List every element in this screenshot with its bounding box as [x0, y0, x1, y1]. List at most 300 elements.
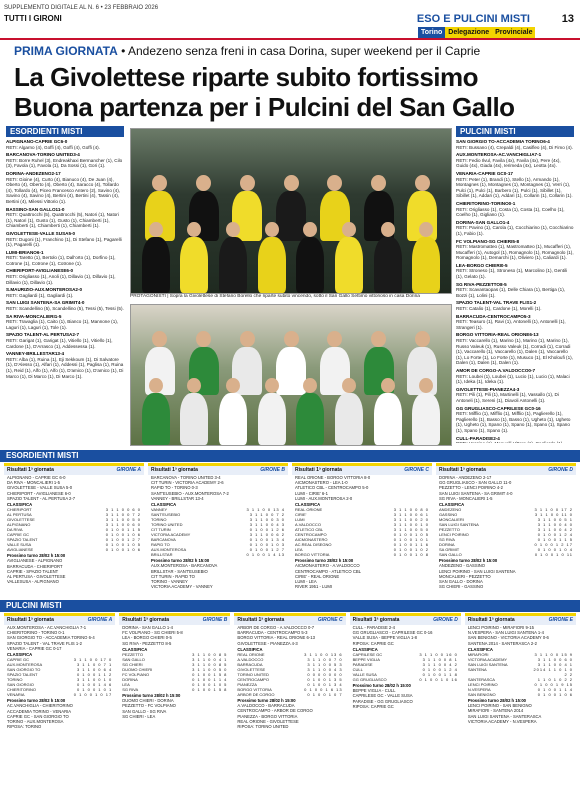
eso-result-row: DA RIVA - MONCALIERI 1-5	[7, 480, 60, 486]
player-figure	[276, 347, 306, 395]
eso-team-stats: 3 1 1 0 0 11 0	[534, 512, 573, 518]
eso-group-body	[436, 475, 576, 589]
eso-standings-row	[295, 552, 429, 557]
eso-next-row: SAN GALLO - DORINA	[439, 579, 483, 585]
left-match-name: DORINA-ANDEZENO	[6, 170, 52, 176]
eso-team-name: VICTORIA ACADEMY	[151, 532, 191, 538]
eso-result-row: DORINA - ANDEZENO 2-17	[439, 475, 492, 480]
pulc-team-stats: 0 1 0 0 1 5 8	[192, 672, 228, 678]
eso-team-name: LENCI POIRINO	[439, 532, 469, 538]
right-match-name: GG GRUGLIASCO-CAPRILESE GC	[456, 405, 532, 411]
left-match-name: SAN LUIGI SANTENA-SA GRIMIT	[6, 300, 78, 306]
eso-next-row: CIT TURIN - RAPID TO	[151, 573, 195, 579]
player-head	[371, 175, 386, 192]
eso-group-box	[292, 463, 432, 597]
player-head	[284, 331, 299, 348]
eso-team-stats: 0 1 0 0 1 0 2	[393, 547, 429, 553]
eso-team-stats: 3 1 1 0 0 5 0	[105, 517, 141, 523]
right-match-scorers: RETI: Fedio Ilvul, Favila (4x), Favila (4x), Pere (4x), Guido (4x), Giada (4x), Ierimeda (4x), Leotta (4x).	[456, 157, 561, 169]
pulc-team-name: AUX.MONTEROSA	[7, 662, 43, 668]
player-head	[226, 378, 240, 393]
eso-next-row: BRILLSTAR - SANT'EUSEBIO	[151, 568, 208, 574]
right-match-scorers: RETI: Teasuro (1), Ravi (1), Antonelli (1), Antonelli (1), Strangeri (1).	[456, 319, 566, 330]
eso-team-stats: 3 1 1 0 0 6 2	[249, 532, 285, 538]
tab-torino[interactable]: Torino	[418, 27, 445, 38]
pulc-group-name: GIRONE C	[317, 617, 343, 623]
kicker-tail: • Andezeno senza freni in casa Dorina, super weekend per il Caprie	[121, 44, 481, 58]
pulc-team-name: GIVOLETTESE	[237, 667, 266, 673]
player-figure	[412, 237, 440, 293]
right-match-scorers: RETI: Scavantaopas (1), Delle Chiara (1), Bertiga (1), Bozzi (1), Lolini (1).	[456, 287, 566, 298]
pulc-team-name: SANTENA	[467, 667, 487, 673]
pulc-results-head: Risultati 1ª giornata	[122, 617, 170, 623]
pulc-next-head: Prossimo turno 28/02 h 15:00	[352, 683, 411, 689]
right-match-score: 1-2	[529, 300, 537, 306]
right-match-name: BARRACUDA-CENTROCAMPO	[456, 313, 524, 319]
eso-group-body	[4, 475, 144, 584]
pulc-team-stats: 0 1 0 0 1 9 15	[534, 682, 574, 688]
right-results-column	[456, 126, 574, 446]
player-head	[303, 222, 317, 237]
photo-caption: PROTAGONISTI | Sopra la Givolettese di Stefano Borello che riparte subito vincendo, sotto il San Gallo Settimo vittorioso in casa Dorina	[130, 294, 420, 299]
eso-results-head: Risultati 1ª giornata	[7, 467, 54, 473]
eso-team-name: REAL ORIONE	[295, 507, 323, 513]
pulc-result-row: SG RIVA - PEZZETTO 8-5	[122, 640, 172, 646]
left-match-score: 4-0	[77, 300, 85, 306]
pulc-next-row: MIRAFIORI - SANTENA 2014	[467, 708, 524, 714]
eso-team-stats: 3 1 1 0 0 7 2	[249, 512, 285, 518]
pulc-result-row: ARBOR DE CORGO - A.VALDOCCO 0-7	[237, 625, 315, 630]
pulc-team-name: LEA	[122, 682, 130, 688]
pulc-team-name: VICTORIA ACADEMY	[467, 657, 508, 663]
eso-team-name: CENTROCAMPO	[295, 532, 327, 538]
left-match-scorers: RETI: Travaglia (1), Caito (1), Bianco (1), Mannone (1), Laguri (1), Laguri (1), Tole (1).	[6, 319, 119, 330]
pulc-standings-row	[7, 692, 112, 697]
player-figure	[219, 237, 247, 293]
pulc-team-stats: 0 1 0 0 1 0 7	[307, 692, 343, 698]
right-match-name: AMOR DE CORGO-A.VALDOCCO	[456, 367, 529, 373]
pulc-team-stats: 3 1 1 0 0 6 0	[537, 657, 574, 663]
eso-group-name: GIRONE B	[260, 467, 285, 473]
pulc-next-head: Prossimo turno 28/02 h 15:00	[467, 698, 526, 704]
right-match-score: 0-7	[528, 367, 536, 373]
eso-group-header	[292, 466, 432, 475]
player-head	[149, 222, 163, 237]
pulc-result-row: AUX.MONTEROSA - AC.VANCHIGLIA 7-1	[7, 625, 87, 630]
tab-provinciale[interactable]: Provinciale	[492, 27, 535, 38]
eso-result-row: RAPID TO - TORINO 0-3	[151, 485, 198, 491]
left-match-name: S.MAURIZIO-AUX.MONTEROSA	[6, 287, 76, 293]
eso-team-name: CHIERIPORT	[7, 507, 32, 513]
left-match-score: 11-0	[55, 206, 65, 212]
pulc-team-name: SG CHIERI	[122, 662, 143, 668]
eso-team-stats: 0 1 0 0 1 0 6	[105, 532, 141, 538]
pulc-team-name: SG RIVA	[122, 687, 139, 693]
eso-team-stats: 0 1 0 0 1 1 5	[537, 537, 573, 543]
eso-team-name: AICMONASTERO	[295, 537, 328, 543]
eso-next-row: RIVER 1951 - LUMI	[295, 584, 333, 590]
eso-next-row: ANDEZENO - GASSINO	[439, 563, 486, 569]
section-left-label: TUTTI I GIRONI	[4, 14, 62, 23]
pulc-team-name: PIANEZZA	[237, 682, 257, 688]
pulc-group-header	[465, 616, 576, 625]
eso-result-row: ALPIGNANO - CAPRIE GC 6-0	[7, 475, 66, 480]
pulc-standings-head: CLASSIFICA	[7, 652, 33, 658]
right-match-scorers: RETI: Mastromatteo (1), Mastromatteo (1), Mucafferi (1), Mucafferi (1), Autogol (1), Romagnolo (1), Romagnolo (1), Romagnolo (1), Demarchi (1), Oliviero (1), Caliardi (1).	[456, 244, 574, 261]
eso-result-row: REAL ORIONE - BORGO VITTORIA 8-0	[295, 475, 371, 480]
eso-next-row: AL PERTUSA - GIVOLETTESE	[7, 574, 66, 580]
eso-team-stats: 3 1 1 0 0 13 4	[246, 507, 285, 513]
player-head	[342, 378, 356, 393]
pulc-group-name: GIRONE E	[548, 617, 574, 623]
player-figure	[258, 237, 286, 293]
article-kicker	[14, 44, 480, 58]
left-match-name: SPAZIO TALENT-AL PERTUSA	[6, 332, 73, 338]
header-divider	[0, 38, 580, 40]
pulc-standings-row	[237, 692, 342, 697]
right-match-scorers: RETI: Loubei (1), Loubei (1), Lucio (1), Lucio (1), Malaci (1), Ideka (1), Ideka (1).	[456, 373, 570, 385]
left-match-score: 2-17	[51, 170, 61, 176]
pulc-team-name: DORINA	[122, 677, 138, 683]
eso-group-name: GIRONE A	[116, 467, 141, 473]
eso-team-stats: 0 1 0 0 1 1 6	[393, 542, 429, 548]
eso-team-name: ANDEZENO	[439, 507, 462, 513]
pulc-team-stats: 0 1 0 0 1 1 4	[537, 687, 574, 693]
pulc-group-body	[350, 625, 461, 709]
pulc-next-row: REAL ORIONE - GIVOLETTESE	[237, 718, 299, 724]
pulc-team-stats: 3 1 1 0 0 7 0	[307, 657, 343, 663]
pulc-team-name: SPAZIO TALENT	[7, 672, 38, 678]
right-match-name: LEA-BORGO CHIERI	[456, 262, 501, 268]
left-match-name: VANNEY-BRILLESTAR	[6, 351, 55, 357]
eso-team-name: SG RIVA	[439, 537, 455, 543]
pulc-team-stats: 3 1 1 0 0 5 0	[192, 667, 228, 673]
player-figure	[219, 393, 247, 445]
pulc-team-name: CAPRIE GC	[7, 657, 30, 663]
right-match-name: BORGO VITTORIA-REAL ORIONE	[456, 332, 530, 338]
pulc-team-name: REAL ORIONE	[237, 652, 265, 658]
eso-team-name: CAPRIE GC	[7, 532, 30, 538]
eso-team-name: A.VALDOCCO	[295, 522, 321, 528]
eso-team-name: CIT TURIN	[151, 527, 171, 533]
pulc-team-stats: 3 1 1 0 0 15 9	[534, 652, 574, 658]
pulc-next-row: DUOMO CHIERI - DORINA	[122, 698, 174, 704]
eso-team-name: MONCALIERI	[439, 517, 464, 523]
pulc-result-row: N.VESPERA - SAN LUIGI SANTENA 1-4	[467, 630, 544, 636]
player-head	[226, 222, 240, 237]
pulc-next-row: RIPOSA: CAPRIE GC	[352, 703, 394, 709]
eso-next-row: SG CHIERI - GASSINO	[439, 584, 484, 590]
right-match-score: 0-5	[500, 262, 508, 268]
eso-result-row: LUMI - AUX.MONTEROSA 2-0	[295, 495, 353, 501]
eso-team-name: BORGO VITTORIA	[295, 552, 330, 558]
supplement-text: SUPPLEMENTO DIGITALE AL N. 6 • 23 FEBBRAIO 2026	[4, 5, 159, 11]
eso-next-row: VALLESUSA - ALPIGNANO	[7, 579, 59, 585]
right-match-scorers: RETI: Vaccarello (1), Marino (1), Marino (1), Marino (1), Russo Valeuk (1), Russo Valeuk (1), Corradi (1), Corradi (1), Vaccarello (1), Vaccarello (1), Dalen (1), Vaccarello (1), Lo Forte (1), Lo Forte (1), Musuco (1), El Kholoufi (1), Dalen (1), Dalen (1), Dalen (1).	[456, 338, 573, 366]
pulc-team-name: SAN GIORGIO TO	[7, 667, 41, 673]
player-head	[303, 378, 317, 393]
pulc-next-row: AC.VANCHIGLIA - CHIERITORINO	[7, 703, 73, 709]
eso-group-header	[436, 466, 576, 475]
right-match-score: 0-1	[508, 200, 516, 206]
pulc-team-name: LENCI POIRINO	[467, 682, 498, 688]
pulc-result-row: LENCI POIRINO - MIRAFIORI 9-15	[467, 625, 534, 630]
right-match-name: AUX.MONTEROSA-AC.VANCHIGLIA	[456, 152, 535, 158]
right-match-scorers: RETI: Bussano (4), Crepaldi (4), Casifleo (4), Di Fimo (4).	[456, 144, 573, 150]
pulc-team-stats: 0 1 0 0 1 2 4	[422, 667, 458, 673]
section-title: ESO E PULCINI MISTI	[416, 13, 530, 25]
eso-team-stats: 0 1 0 0 1 2 7	[249, 547, 285, 553]
eso-team-name: GIVOLETTESE	[7, 517, 35, 523]
right-match-name: CULL-PARADISE	[456, 435, 494, 441]
player-head	[342, 222, 356, 237]
pulc-group-header	[234, 616, 345, 625]
player-head	[196, 331, 211, 348]
pulc-team-stats: 3 1 1 0 0 5 3	[307, 662, 343, 668]
eso-team-name: LEA	[295, 547, 303, 553]
pulc-next-head: Prossimo turno 28/02 h 15:00	[237, 698, 296, 704]
right-match-score: 4-3	[512, 386, 520, 392]
pulc-group-body	[465, 625, 576, 724]
pulc-team-stats: 3 1 1 0 0 7 1	[76, 662, 113, 668]
right-match-list	[456, 137, 574, 443]
eso-team-name: SANT'EUSEBIO	[151, 512, 181, 518]
eso-results-head: Risultati 1ª giornata	[439, 467, 486, 473]
pulc-group-name: GIRONE A	[87, 617, 113, 623]
right-match-scorers: RETI: Origliasso (1), Costa (1), Costa (1), Coelho (1), Coelho (1), Gigliano (1).	[456, 206, 565, 218]
eso-next-head: Prossimo turno 28/02 h 15:00	[151, 558, 210, 564]
player-head	[371, 331, 386, 348]
esordienti-tables	[4, 463, 576, 597]
pulc-next-row: ACCADEMIA TORINO - VENARIA	[7, 708, 72, 714]
eso-result-row: LUMI - CIRIE' 6-1	[295, 490, 328, 496]
eso-next-head: Prossimo turno 28/02 h 15:00	[7, 553, 66, 559]
eso-result-row: BARCANOVA - TORINO UNITED 3-4	[151, 475, 221, 480]
pulc-result-row: SAN GIORGIO TO - ACCADEMIA TORINO 6-4	[7, 635, 95, 641]
eso-group-box	[4, 463, 144, 597]
eso-team-stats: 3 1 1 0 0 4 3	[249, 522, 285, 528]
right-match-scorers: RETI: Mifflio (1), Mifflio (1), Mifflio (1), Paglierello (1), Paglierello (1), Basso (1), Basso (1), Ugheto (1), Ugheto (1), Ugheto (1), Spano (1), Spano (1), Spano (1), Spano (1), Spano (1), Spano (1).	[456, 411, 571, 433]
player-head	[149, 378, 163, 393]
pulc-standings-row	[468, 667, 573, 677]
pulc-result-row: SAN BENIGNO - VICTORIA ACADEMY 0-6	[467, 635, 549, 641]
pulc-team-name: BEPPE VIGLIA	[352, 657, 380, 663]
eso-next-row: VICTORIA ACADEMY - VANNEY	[151, 584, 213, 590]
tab-delegazione[interactable]: Delegazione	[445, 27, 492, 38]
pulc-team-name: DUOMO CHIERI	[122, 667, 153, 673]
pulc-team-stats: 0 1 0 0 1 3 4	[307, 682, 343, 688]
pulc-result-row: CHIERITORINO - TORINO 0-1	[7, 630, 65, 636]
pulc-team-stats: 3 1 1 0 0 16 0	[419, 652, 458, 658]
eso-standings-row	[439, 552, 573, 557]
eso-next-row: AVIGLIANESE - ALPIGNANO	[7, 558, 63, 564]
eso-group-name: GIRONE C	[404, 467, 429, 473]
esordienti-tables-title: ESORDIENTI MISTI	[6, 451, 79, 460]
pulc-team-name: SAN BENIGNO	[467, 692, 496, 698]
left-match-list	[6, 137, 124, 443]
right-match-name: SG RIVA-PEZZETTO	[456, 281, 500, 287]
pulc-result-row: BARRACUDA - CENTROCAMPO 5-3	[237, 630, 308, 636]
eso-team-stats: 0 1 0 0 1 2 6	[249, 527, 285, 533]
pulc-results-head: Risultati 1ª giornata	[467, 617, 515, 623]
eso-standings-row	[7, 547, 141, 552]
pulc-team-name: SANTERASCA	[467, 677, 495, 683]
eso-group-name: GIRONE D	[548, 467, 573, 473]
player-head	[284, 175, 299, 192]
left-match-name: BARCANOVA-TORINO UNITED	[6, 152, 74, 158]
pulc-team-name: SAN GIORGIO	[7, 682, 34, 688]
left-match-score: 3-4	[73, 152, 80, 158]
pulc-group-header	[350, 616, 461, 625]
pulc-team-name: CENTROCAMPO	[237, 677, 269, 683]
pulc-next-row: TORINO - AUX.MONTEROSA	[7, 719, 64, 725]
pulc-result-row: CULL - PARADISE 2-4	[352, 625, 395, 630]
pulc-team-stats: 3 1 1 0 0 4 3	[307, 667, 343, 673]
pulc-team-stats: 3 1 1 0 0 8 5	[192, 662, 228, 668]
eso-next-row: LENCI POIRINO - SAN LUIGI SANTENA	[439, 568, 516, 574]
eso-next-row: AICMONASTERO - A.VALDOCCO	[295, 563, 360, 569]
right-match-name: SAN GIORGIO TO-ACCADEMIA TORINO	[456, 139, 544, 144]
pulc-team-name: CULL	[352, 667, 363, 673]
right-match-score: 5-8	[512, 238, 520, 244]
left-match-name: LUMI-BRIANO	[6, 249, 37, 255]
pulc-team-stats: 0 1 0 0 1 1 2	[76, 672, 113, 678]
eso-group-header	[4, 466, 144, 475]
player-figure	[142, 237, 170, 293]
eso-team-stats: 0 1 0 0 1 0 4	[537, 547, 573, 553]
pulc-result-row: GG GRUGLIASCO - CAPRILESE GC 0-16	[352, 630, 433, 636]
player-head	[240, 175, 255, 192]
pulc-result-row: SANTENA 2014 - SANTERASCA 2-2	[467, 640, 537, 646]
pulc-team-stats: 3 1 1 0 0 6 4	[76, 667, 113, 673]
pulc-team-name: GG GRUGLIASCO	[352, 677, 387, 683]
eso-result-row: CHIERIPORT - AVIGLIANESE 6-0	[7, 490, 71, 496]
right-match-scorers: RETI: Pili (1), Pili (1), Martinelli (1), Vassallo (1), Di Antoneli (1), Sereni (1), Diavoli Antonelli (1).	[456, 392, 559, 403]
eso-team-name: AL PERTUSA	[7, 512, 32, 518]
eso-team-stats: 0 1 0 0 1 2 7	[105, 537, 141, 543]
left-match-score: 2-0	[75, 287, 83, 293]
left-match-scorers: RETI: Dugoni (1), Franchino (1), Di Stefano (1), Pagarelli (1), Pagarelli (1).	[6, 236, 122, 248]
player-figure	[335, 237, 363, 293]
player-head	[415, 175, 430, 192]
right-match-score: 1-4	[502, 219, 510, 225]
pulc-result-row: RIPOSA: CAPRIE GC	[352, 640, 394, 646]
right-match-name: SPAZIO TALENT-VAL TRAVE FLIS	[456, 300, 530, 306]
pulc-results-head: Risultati 1ª giornata	[237, 617, 285, 623]
pulc-result-row: VALLE SUSA - BEPPE VIGLIA 1-8	[352, 635, 418, 641]
eso-result-row: GIVOLETTESE - VALLE SUSA 5-0	[7, 485, 73, 491]
eso-next-row: LUMI - LEA	[295, 579, 317, 585]
pulc-next-row: CENTROCAMPO - ARBOR DE CORGO	[237, 708, 313, 714]
kicker-label: PRIMA GIORNATA	[14, 44, 118, 58]
eso-standings-head: CLASSIFICA	[439, 502, 465, 508]
eso-results-head: Risultati 1ª giornata	[295, 467, 342, 473]
eso-team-stats: 0 1 0 0 1 2 17	[534, 542, 573, 548]
pulc-team-stats: 0 1 0 0 1 0 6	[537, 692, 574, 698]
pulc-team-stats: 3 1 1 0 0 1 0	[76, 677, 113, 683]
left-match-scorers: RETI: Taretto (1), Bertolo (1), Dall'orto (1), Dorfino (1), Cotrone (1), Cotrone (1), Cotrone (1).	[6, 255, 116, 266]
pulc-team-name: TORINO	[7, 677, 23, 683]
pulc-team-name: SAN GALLO	[122, 657, 145, 663]
pulcini-tables-title: PULCINI MISTI	[6, 601, 62, 610]
pulc-group-name: GIRONE D	[433, 617, 458, 623]
eso-team-name: TORINO UNITED	[151, 522, 183, 528]
team-photo-givolettese	[130, 128, 452, 294]
pulcini-tables-header	[0, 600, 580, 612]
eso-result-row: SANT'EUSEBIO - AUX.MONTEROSA 7-2	[151, 490, 229, 496]
eso-team-stats: 0 1 0 0 1 1 5	[105, 527, 141, 533]
pulc-team-stats: 3 1 1 0 0 8 5	[192, 652, 228, 658]
left-match-scorers: RETI: Origliasso (1), Anoli (1), Dillavio (1), Dillavio (1), Dillavio (1), Dillavio (1).	[6, 274, 116, 285]
left-match-scorers: RETI: Gagliardi (1), Gagliardi (1).	[6, 292, 74, 298]
pulc-next-row: PIANEZZA - BORGO VITTORIA	[237, 713, 298, 719]
pulc-team-stats: 0 1 0 0 1 1 8	[422, 672, 458, 678]
pulc-result-row: GIVOLETTESE - PIANEZZA 4-3	[237, 640, 298, 646]
eso-team-name: SPAZIO TALENT	[7, 537, 38, 543]
eso-result-row: VANNEY - BRILLSTAR 13-4	[151, 495, 204, 501]
pulc-standings-row	[122, 687, 227, 692]
pulc-team-name: ARBOR DE CORGO	[237, 692, 275, 698]
pulc-team-stats: 0 1 0 0 1 3 5	[307, 677, 343, 683]
pulc-team-name: TORINO UNITED	[237, 672, 269, 678]
player-head	[327, 331, 342, 348]
pulc-team-name: FC VOLPIANO	[122, 672, 150, 678]
pulc-team-stats: 0 1 0 0 1 0 16	[419, 677, 458, 683]
pulc-next-row: SAN LUIGI SANTENA - SANTERASCA	[467, 713, 542, 719]
player-figure	[374, 237, 402, 293]
pulc-team-name: SAN LUIGI SANTENA	[467, 662, 508, 668]
pulc-team-stats: 0 1 0 0 1 6 13	[304, 687, 343, 693]
eso-team-stats: 3 1 1 0 0 4 2	[537, 527, 573, 533]
eso-team-stats: 3 1 1 0 0 6 1	[393, 512, 429, 518]
eso-team-name: SAN LUIGI SANTENA	[439, 522, 479, 528]
left-column-head: ESORDIENTI MISTI	[6, 126, 124, 137]
eso-team-stats: 3 1 1 0 0 4 0	[537, 522, 573, 528]
left-match-score: 1-5	[54, 313, 62, 319]
right-match-scorers	[456, 441, 574, 443]
eso-group-box	[436, 463, 576, 597]
eso-next-row: CAPRIE - SPAZIO TALENT	[7, 568, 59, 574]
eso-team-stats: 3 1 1 0 0 5 1	[537, 517, 573, 523]
pulc-next-row: LENCI POIRINO - SAN BENIGNO	[467, 703, 532, 709]
pulc-team-stats: 3 1 1 0 0 4 1	[192, 657, 228, 663]
eso-team-stats: 0 1 0 0 1 3 4	[249, 537, 285, 543]
left-match-score: 6-0	[60, 139, 68, 144]
pulc-team-stats: 0 1 0 0 1 0 5	[192, 682, 228, 688]
left-match-scorers: RETI: Scandellino (5), Scandellino (5), Tessi (5), Tessi (5).	[6, 306, 124, 312]
eso-standings-head: CLASSIFICA	[151, 502, 177, 508]
pulc-team-name: VENARIA	[7, 692, 25, 698]
eso-results-head: Risultati 1ª giornata	[151, 467, 198, 473]
eso-team-stats: 3 1 1 0 0 6 0	[105, 522, 141, 528]
pulc-next-row: VICTORIA ACADEMY - N.VESPERA	[467, 718, 537, 724]
pulc-next-head: Prossimo turno 28/02 h 15:00	[122, 693, 181, 699]
eso-team-stats: 0 1 0 0 1 0 8	[393, 552, 429, 558]
article-title	[14, 62, 574, 122]
eso-team-stats: 0 1 0 0 1 0 6	[105, 547, 141, 553]
pulc-results-head: Risultati 1ª giornata	[7, 617, 54, 623]
pulc-next-head: Prossimo turno 28/02 h 15:00	[7, 698, 66, 704]
player-figure	[180, 237, 208, 293]
eso-team-stats: 0 1 0 0 1 2 4	[537, 532, 573, 538]
pulc-team-name: CAPRILESE GC	[352, 652, 383, 658]
eso-result-row: CIT TURIN - VICTORIA ACADEMY 2-6	[151, 480, 224, 486]
pulc-team-name: BORGO VITTORIA	[237, 687, 272, 693]
left-match-scorers: RETI: Borre Ruhel (3), Endreakhaxi Bermancher (1), Cilo (3), Favola (1), Favola (1), Da Sossi (1), Gori (1).	[6, 157, 123, 169]
pulc-standings-row	[353, 677, 458, 682]
pulc-group-box	[465, 613, 576, 801]
pulc-group-body	[234, 625, 345, 729]
